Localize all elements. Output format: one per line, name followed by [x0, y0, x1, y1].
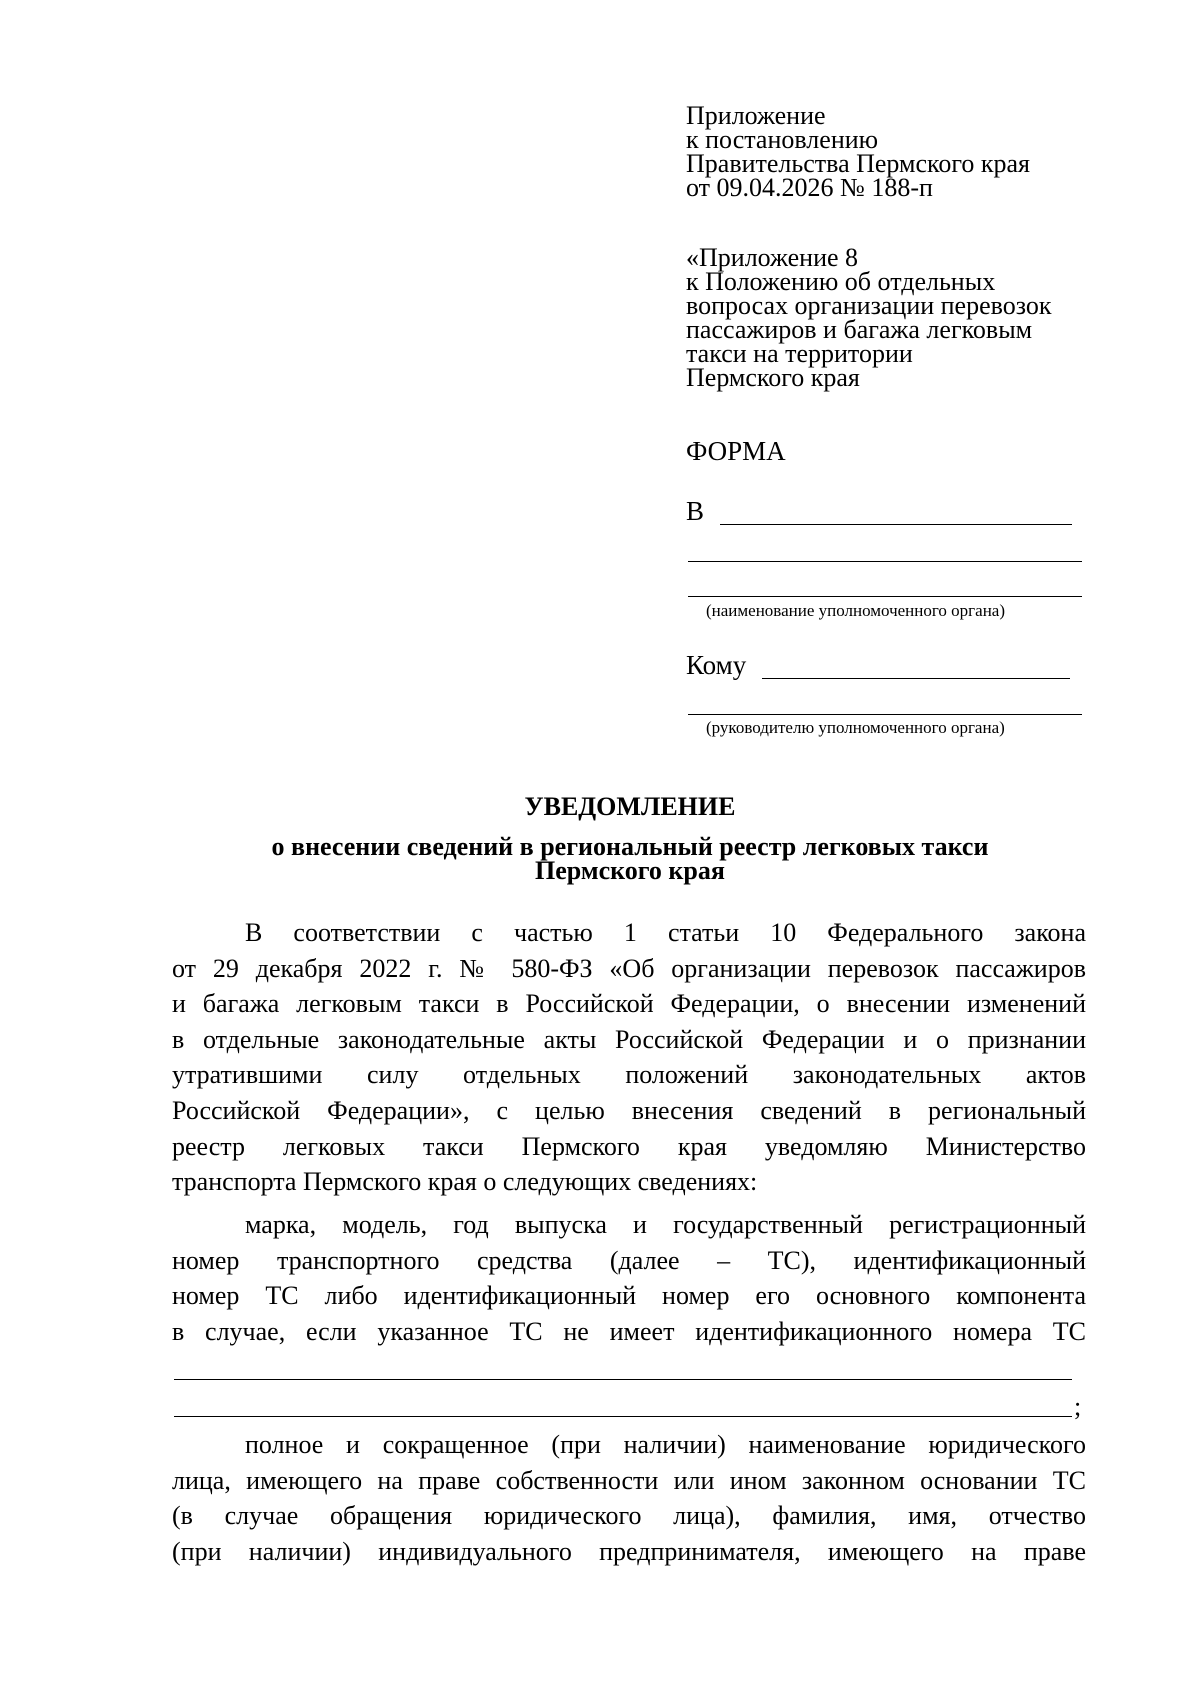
document-title: УВЕДОМЛЕНИЕ: [524, 792, 736, 821]
annex-line: «Приложение 8: [686, 243, 859, 272]
annex-line: пассажиров и багажа легковым: [686, 315, 1033, 344]
appendix-line: Правительства Пермского края: [686, 149, 1030, 178]
vehicle-input-line-2[interactable]: [174, 1416, 1072, 1417]
text-line: утратившими силу отдельных положений законодательных актов: [172, 1060, 1086, 1090]
text-line: (при наличии) индивидуального предпринимателя, имеющего на праве: [172, 1536, 1086, 1566]
paragraph-vehicle-info: [172, 1207, 1086, 1349]
paragraph-legal-basis: [172, 915, 1086, 1200]
whom-input-line[interactable]: [762, 678, 1070, 679]
whom-input-line-2[interactable]: [688, 714, 1082, 715]
text-line: Российской Федерации», с целью внесения сведений в региональный: [172, 1095, 1086, 1125]
text-line: полное и сокращенное (при наличии) наименование юридического: [245, 1430, 1086, 1459]
line-end-semicolon: ;: [1074, 1392, 1082, 1421]
appendix-line: к постановлению: [686, 125, 879, 154]
annex-line: Пермского края: [686, 363, 860, 392]
text-line: в случае, если указанное ТС не имеет идентификационного номера ТС: [172, 1316, 1086, 1346]
document-subtitle: о внесении сведений в региональный реестр легковых такси: [271, 832, 989, 861]
text-line: транспорта Пермского края о следующих сведениях:: [172, 1167, 758, 1197]
to-input-line-2[interactable]: [688, 561, 1082, 562]
appendix-line: Приложение: [686, 101, 826, 130]
text-line: от 29 декабря 2022 г. № 580-ФЗ «Об организации перевозок пассажиров: [172, 953, 1086, 983]
to-input-line-3[interactable]: [688, 596, 1082, 597]
text-line: (в случае обращения юридического лица), фамилия, имя, отчество: [172, 1501, 1086, 1531]
form-label: ФОРМА: [686, 436, 786, 466]
appendix-line: от 09.04.2026 № 188-п: [686, 173, 933, 202]
text-line: В соответствии с частью 1 статьи 10 Федерального закона: [245, 918, 1086, 947]
annex-line: вопросах организации перевозок: [686, 291, 1052, 320]
to-input-line[interactable]: [720, 524, 1072, 525]
vehicle-input-line[interactable]: [174, 1379, 1072, 1380]
whom-hint: (руководителю уполномоченного органа): [706, 718, 1005, 737]
text-line: в отдельные законодательные акты Российской Федерации и о признании: [172, 1024, 1086, 1054]
text-line: номер транспортного средства (далее – ТС), идентификационный: [172, 1245, 1086, 1275]
text-line: номер ТС либо идентификационный номер его основного компонента: [172, 1281, 1086, 1311]
to-hint: (наименование уполномоченного органа): [706, 601, 1006, 620]
whom-prefix: Кому: [686, 650, 747, 680]
text-line: реестр легковых такси Пермского края уведомляю Министерство: [172, 1131, 1086, 1161]
text-line: марка, модель, год выпуска и государственный регистрационный: [245, 1210, 1086, 1239]
annex-line: такси на территории: [686, 339, 913, 368]
annex-line: к Положению об отдельных: [686, 267, 996, 296]
to-prefix: В: [686, 496, 705, 526]
appendix-reference: [686, 101, 1030, 202]
paragraph-owner-info: [172, 1427, 1086, 1569]
text-line: лица, имеющего на праве собственности или ином законном основании ТС: [172, 1465, 1086, 1495]
annex-reference: [686, 243, 1052, 392]
text-line: и багажа легковым такси в Российской Федерации, о внесении изменений: [172, 989, 1086, 1019]
document-subtitle-2: Пермского края: [535, 856, 725, 885]
